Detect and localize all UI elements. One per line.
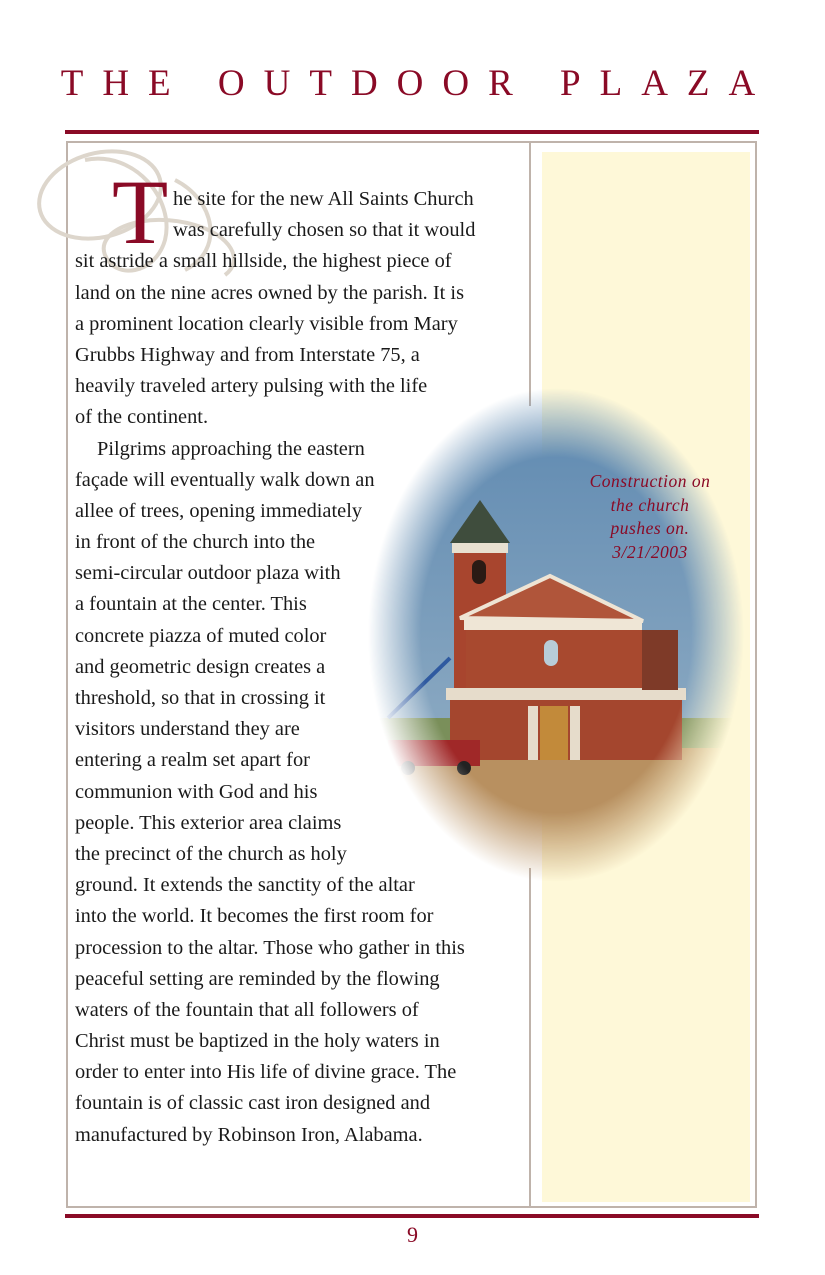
text-line: allee of trees, opening immediately bbox=[75, 499, 363, 522]
drop-cap: T bbox=[112, 161, 169, 263]
text-line: façade will eventually walk down an bbox=[75, 468, 375, 491]
text-line: semi-circular outdoor plaza with bbox=[75, 562, 341, 585]
text-line: a prominent location clearly visible from Mary bbox=[75, 312, 458, 335]
text-line: sit astride a small hillside, the highest piece of bbox=[75, 250, 452, 273]
caption-line: 3/21/2003 bbox=[612, 541, 688, 562]
text-line: of the continent. bbox=[75, 406, 209, 429]
text-line: the precinct of the church as holy bbox=[75, 842, 347, 865]
text-line: Grubbs Highway and from Interstate 75, a bbox=[75, 343, 420, 366]
text-line: Pilgrims approaching the eastern bbox=[97, 437, 365, 460]
text-line: he site for the new All Saints Church bbox=[173, 188, 474, 210]
caption-line: pushes on. bbox=[610, 518, 690, 538]
text-line: land on the nine acres owned by the parish. It is bbox=[75, 281, 465, 304]
text-line: Christ must be baptized in the holy waters in bbox=[75, 1030, 440, 1053]
text-line: order to enter into His life of divine grace. The bbox=[75, 1061, 457, 1084]
text-line: a fountain at the center. This bbox=[75, 593, 307, 616]
bottom-rule bbox=[65, 1214, 759, 1218]
text-line: was carefully chosen so that it would bbox=[173, 219, 476, 242]
text-line: waters of the fountain that all followers of bbox=[75, 998, 419, 1021]
text-line: peaceful setting are reminded by the flowing bbox=[75, 967, 440, 990]
caption-line: the church bbox=[610, 494, 690, 515]
text-line: entering a realm set apart for bbox=[75, 749, 310, 772]
text-line: concrete piazza of muted color bbox=[75, 624, 327, 647]
photo-caption bbox=[560, 470, 740, 564]
article-body bbox=[75, 184, 525, 1151]
text-line: in front of the church into the bbox=[75, 531, 316, 554]
text-line: visitors understand they are bbox=[75, 718, 300, 741]
text-line: into the world. It becomes the first room for bbox=[75, 905, 434, 928]
column-divider bbox=[529, 141, 531, 406]
text-line: manufactured by Robinson Iron, Alabama. bbox=[75, 1123, 423, 1146]
text-line: and geometric design creates a bbox=[75, 655, 326, 678]
top-rule bbox=[65, 130, 759, 134]
page-title: THE OUTDOOR PLAZA bbox=[60, 63, 775, 104]
column-divider bbox=[529, 868, 531, 1208]
text-line: ground. It extends the sanctity of the altar bbox=[75, 874, 415, 897]
page-number: 9 bbox=[407, 1222, 418, 1247]
caption-line: Construction on bbox=[589, 471, 711, 491]
text-line: people. This exterior area claims bbox=[75, 811, 342, 834]
text-line: fountain is of classic cast iron designed and bbox=[75, 1092, 431, 1115]
text-line: threshold, so that in crossing it bbox=[75, 687, 326, 709]
text-line: procession to the altar. Those who gather in this bbox=[75, 936, 465, 959]
text-line: communion with God and his bbox=[75, 780, 318, 803]
text-line: heavily traveled artery pulsing with the life bbox=[75, 375, 428, 398]
